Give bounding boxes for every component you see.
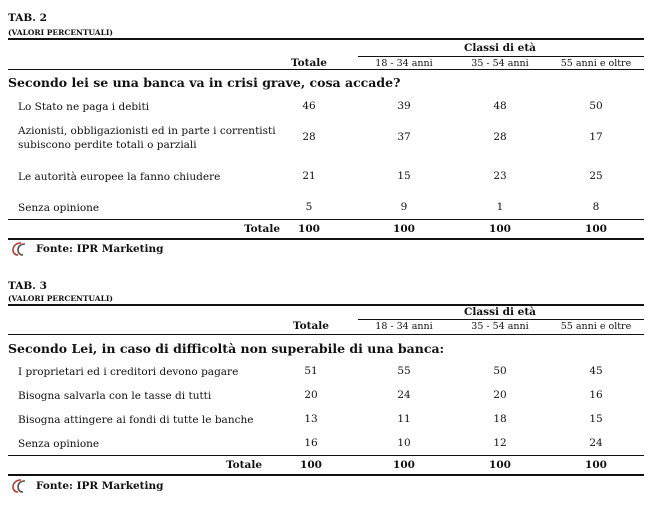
row-label: Le autorità europee la fanno chiudere bbox=[18, 171, 221, 183]
row-label: Senza opinione bbox=[18, 202, 100, 214]
col-header-55-plus: 55 anni e oltre bbox=[560, 321, 632, 332]
ipr-logo-icon bbox=[12, 242, 30, 256]
cell-35-54: 18 bbox=[493, 413, 507, 425]
header-rule bbox=[8, 69, 644, 70]
cell-totale: 16 bbox=[304, 437, 318, 449]
source-note bbox=[12, 479, 164, 493]
col-header-35-54: 35 - 54 anni bbox=[471, 321, 529, 332]
col-header-18-34: 18 - 34 anni bbox=[375, 321, 433, 332]
cell-35-54: 23 bbox=[493, 170, 507, 182]
bottom-rule bbox=[8, 238, 644, 240]
total-55-plus: 100 bbox=[585, 223, 607, 235]
question: Secondo lei se una banca va in crisi grave, cosa accade? bbox=[8, 75, 401, 90]
group-header: Classi di età bbox=[464, 42, 536, 54]
question: Secondo Lei, in caso di difficoltà non superabile di una banca: bbox=[8, 341, 445, 356]
total-35-54: 100 bbox=[489, 459, 511, 471]
col-header-18-34: 18 - 34 anni bbox=[375, 58, 433, 69]
total-totale: 100 bbox=[298, 223, 320, 235]
cell-18-34: 11 bbox=[397, 413, 411, 425]
cell-18-34: 24 bbox=[397, 389, 411, 401]
cell-55-plus: 17 bbox=[589, 131, 603, 143]
source-text: Fonte: IPR Marketing bbox=[36, 480, 164, 492]
total-35-54: 100 bbox=[489, 223, 511, 235]
total-totale: 100 bbox=[300, 459, 322, 471]
cell-18-34: 10 bbox=[397, 437, 411, 449]
row-label: Bisogna salvarla con le tasse di tutti bbox=[18, 390, 212, 402]
total-label: Totale bbox=[244, 223, 280, 235]
cell-35-54: 28 bbox=[493, 131, 507, 143]
cell-totale: 21 bbox=[302, 170, 316, 182]
source-text: Fonte: IPR Marketing bbox=[36, 243, 164, 255]
cell-55-plus: 16 bbox=[589, 389, 603, 401]
cell-totale: 46 bbox=[302, 100, 316, 112]
cell-35-54: 12 bbox=[493, 437, 507, 449]
row-label: Azionisti, obbligazionisti ed in parte i correntisti subiscono perdite totali o parziali bbox=[18, 125, 276, 151]
total-55-plus: 100 bbox=[585, 459, 607, 471]
header-rule bbox=[8, 334, 644, 335]
cell-totale: 28 bbox=[302, 131, 316, 143]
ipr-logo-icon bbox=[12, 479, 30, 493]
cell-55-plus: 8 bbox=[592, 201, 600, 213]
cell-55-plus: 24 bbox=[589, 437, 603, 449]
cell-55-plus: 15 bbox=[589, 413, 603, 425]
cell-18-34: 37 bbox=[397, 131, 411, 143]
cell-totale: 20 bbox=[304, 389, 318, 401]
table-subtitle: (VALORI PERCENTUALI) bbox=[8, 28, 113, 37]
group-rule bbox=[358, 319, 644, 320]
group-rule bbox=[358, 56, 644, 57]
bottom-rule bbox=[8, 474, 644, 476]
row-label: I proprietari ed i creditori devono pagare bbox=[18, 366, 239, 378]
cell-totale: 13 bbox=[304, 413, 318, 425]
col-header-totale: Totale bbox=[291, 57, 327, 69]
cell-55-plus: 50 bbox=[589, 100, 603, 112]
cell-55-plus: 45 bbox=[589, 365, 603, 377]
total-rule bbox=[8, 455, 644, 456]
total-label: Totale bbox=[226, 459, 262, 471]
row-label: Bisogna attingere ai fondi di tutte le banche bbox=[18, 414, 254, 426]
cell-18-34: 39 bbox=[397, 100, 411, 112]
total-18-34: 100 bbox=[393, 223, 415, 235]
cell-35-54: 1 bbox=[496, 201, 504, 213]
cell-18-34: 9 bbox=[400, 201, 408, 213]
row-label: Senza opinione bbox=[18, 438, 100, 450]
cell-35-54: 50 bbox=[493, 365, 507, 377]
top-rule bbox=[8, 38, 644, 40]
col-header-totale: Totale bbox=[293, 320, 329, 332]
table-title: TAB. 2 bbox=[8, 12, 47, 24]
table-subtitle: (VALORI PERCENTUALI) bbox=[8, 294, 113, 303]
cell-totale: 5 bbox=[305, 201, 313, 213]
cell-18-34: 15 bbox=[397, 170, 411, 182]
cell-55-plus: 25 bbox=[589, 170, 603, 182]
col-header-35-54: 35 - 54 anni bbox=[471, 58, 529, 69]
col-header-55-plus: 55 anni e oltre bbox=[560, 58, 632, 69]
source-note bbox=[12, 242, 164, 256]
cell-35-54: 48 bbox=[493, 100, 507, 112]
cell-35-54: 20 bbox=[493, 389, 507, 401]
cell-totale: 51 bbox=[304, 365, 318, 377]
group-header: Classi di età bbox=[464, 306, 536, 318]
row-label: Lo Stato ne paga i debiti bbox=[18, 101, 150, 113]
table-title: TAB. 3 bbox=[8, 280, 47, 292]
cell-18-34: 55 bbox=[397, 365, 411, 377]
total-rule bbox=[8, 219, 644, 220]
total-18-34: 100 bbox=[393, 459, 415, 471]
